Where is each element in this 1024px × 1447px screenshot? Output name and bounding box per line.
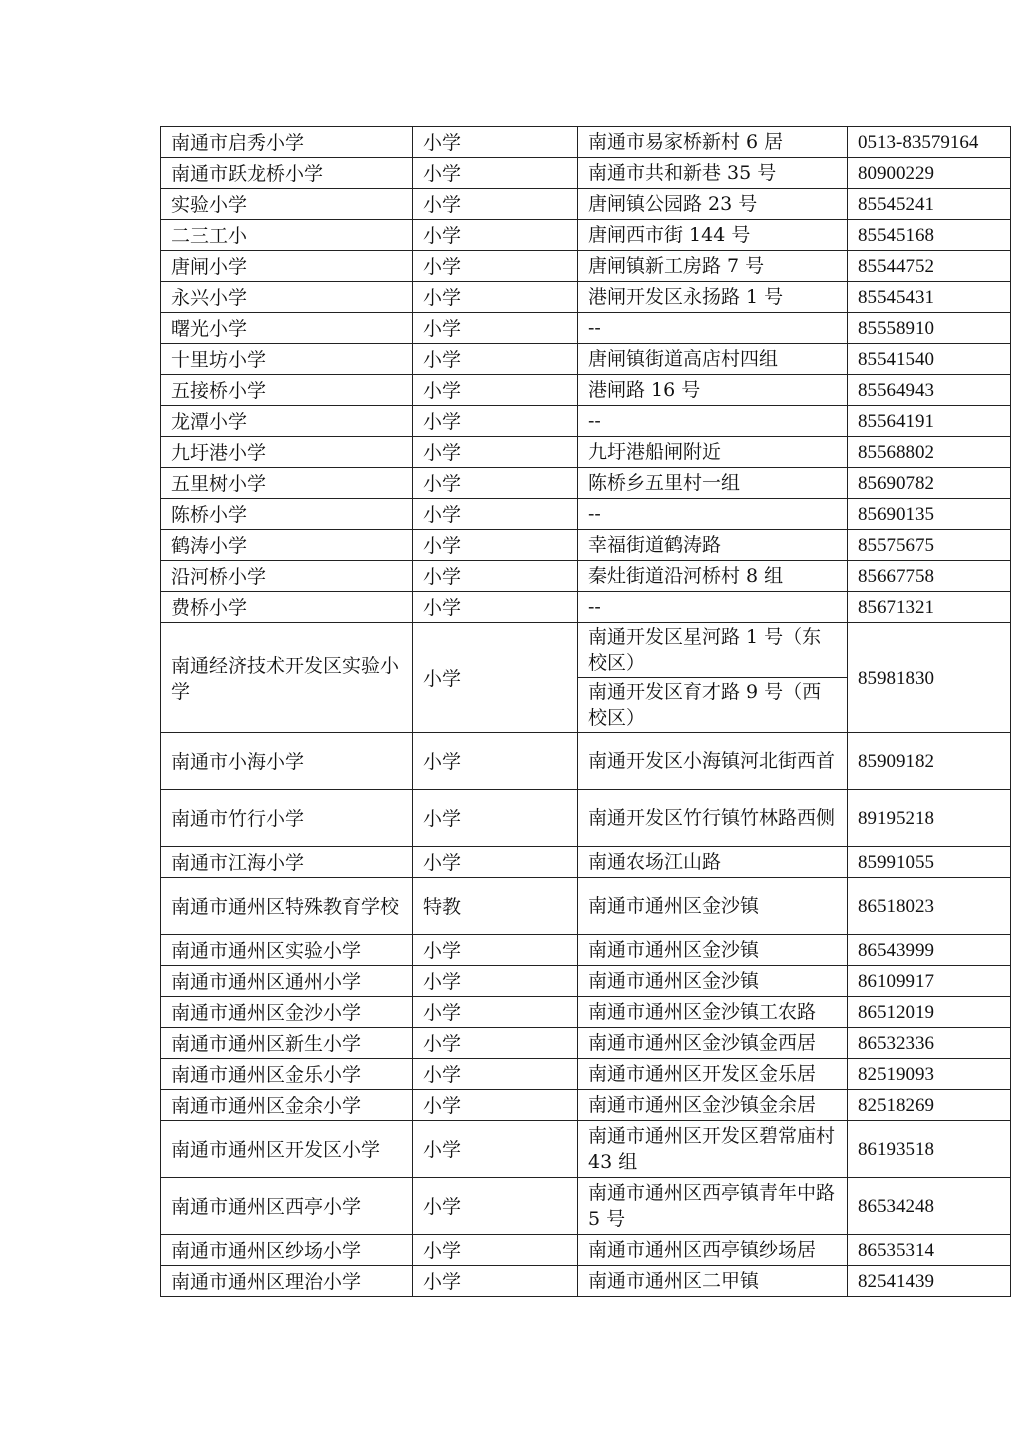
school-name-cell: 二三工小: [161, 220, 413, 251]
school-name-cell: 陈桥小学: [161, 499, 413, 530]
address-cell: [578, 561, 848, 592]
address-line: 南通开发区育才路 9 号（西校区）: [578, 677, 847, 732]
phone-cell: 89195218: [848, 790, 1011, 847]
address-cell: [578, 790, 848, 847]
school-name-cell: 费桥小学: [161, 592, 413, 623]
address-cell: [578, 1028, 848, 1059]
table-body: [161, 127, 1011, 1297]
phone-cell: 86193518: [848, 1121, 1011, 1178]
address-cell: [578, 437, 848, 468]
phone-cell: 86543999: [848, 935, 1011, 966]
school-name-cell: 南通市竹行小学: [161, 790, 413, 847]
address-cell: [578, 282, 848, 313]
school-type-cell: 小学: [413, 530, 578, 561]
table-row: [161, 468, 1011, 499]
phone-cell: 85564943: [848, 375, 1011, 406]
table-row: [161, 158, 1011, 189]
address-cell: [578, 997, 848, 1028]
phone-cell: 86532336: [848, 1028, 1011, 1059]
address-cell: [578, 935, 848, 966]
school-name-cell: 龙潭小学: [161, 406, 413, 437]
address-cell: [578, 847, 848, 878]
school-name-cell: 永兴小学: [161, 282, 413, 313]
address-cell: [578, 344, 848, 375]
school-type-cell: 小学: [413, 375, 578, 406]
address-line: 南通市通州区金沙镇金余居: [588, 1094, 817, 1116]
table-row: [161, 561, 1011, 592]
school-type-cell: 小学: [413, 1059, 578, 1090]
school-name-cell: 南通市小海小学: [161, 733, 413, 790]
address-line: --: [588, 317, 601, 339]
school-type-cell: 小学: [413, 1028, 578, 1059]
address-cell: [578, 251, 848, 282]
address-cell: [578, 189, 848, 220]
school-type-cell: 小学: [413, 220, 578, 251]
school-type-cell: 小学: [413, 158, 578, 189]
phone-cell: 85564191: [848, 406, 1011, 437]
school-name-cell: 南通市通州区金乐小学: [161, 1059, 413, 1090]
address-cell: [578, 1090, 848, 1121]
address-line: --: [588, 410, 601, 432]
table-row: [161, 499, 1011, 530]
address-line: 南通市通州区金沙镇工农路: [588, 1001, 817, 1023]
school-type-cell: 小学: [413, 127, 578, 158]
school-type-cell: 小学: [413, 1090, 578, 1121]
phone-cell: 85991055: [848, 847, 1011, 878]
table-row: [161, 375, 1011, 406]
school-name-cell: 沿河桥小学: [161, 561, 413, 592]
school-type-cell: 小学: [413, 997, 578, 1028]
address-line: --: [588, 503, 601, 525]
address-line: 南通市通州区二甲镇: [588, 1270, 760, 1292]
address-line: 南通开发区竹行镇竹林路西侧: [588, 807, 836, 829]
address-cell: [578, 468, 848, 499]
school-name-cell: 唐闸小学: [161, 251, 413, 282]
address-line: 南通市通州区金沙镇: [588, 895, 760, 917]
table-row: [161, 997, 1011, 1028]
address-cell: [578, 220, 848, 251]
table-row: [161, 966, 1011, 997]
school-type-cell: 小学: [413, 935, 578, 966]
table-row: [161, 530, 1011, 561]
table-row: [161, 878, 1011, 935]
phone-cell: 82518269: [848, 1090, 1011, 1121]
table-row: [161, 344, 1011, 375]
address-line: 南通市通州区西亭镇纱场居: [588, 1239, 817, 1261]
phone-cell: 0513-83579164: [848, 127, 1011, 158]
phone-cell: 85558910: [848, 313, 1011, 344]
phone-cell: 80900229: [848, 158, 1011, 189]
address-line: 南通开发区小海镇河北街西首: [588, 750, 836, 772]
address-line: 唐闸西市街 144 号: [588, 224, 751, 246]
table-row: [161, 790, 1011, 847]
address-cell: [578, 1266, 848, 1297]
school-name-cell: 南通市通州区理治小学: [161, 1266, 413, 1297]
address-cell: [578, 623, 848, 733]
address-line: 南通市通州区开发区金乐居: [588, 1063, 817, 1085]
table-row: [161, 592, 1011, 623]
school-type-cell: 小学: [413, 592, 578, 623]
school-type-cell: 小学: [413, 344, 578, 375]
table-row: [161, 282, 1011, 313]
table-row: [161, 313, 1011, 344]
table-row: [161, 127, 1011, 158]
school-name-cell: 南通市通州区金余小学: [161, 1090, 413, 1121]
address-cell: [578, 1178, 848, 1235]
table-row: [161, 847, 1011, 878]
school-name-cell: 南通市通州区开发区小学: [161, 1121, 413, 1178]
address-cell: [578, 406, 848, 437]
table-row: [161, 437, 1011, 468]
address-line: 南通市易家桥新村 6 居: [588, 131, 784, 153]
school-name-cell: 曙光小学: [161, 313, 413, 344]
school-name-cell: 南通市通州区新生小学: [161, 1028, 413, 1059]
school-type-cell: 小学: [413, 847, 578, 878]
table-row: [161, 1235, 1011, 1266]
phone-cell: 85981830: [848, 623, 1011, 733]
school-name-cell: 南通市通州区金沙小学: [161, 997, 413, 1028]
table-row: [161, 220, 1011, 251]
address-line: 唐闸镇街道高店村四组: [588, 348, 779, 370]
address-line: 南通农场江山路: [588, 851, 722, 873]
address-cell: [578, 1235, 848, 1266]
school-type-cell: 小学: [413, 406, 578, 437]
phone-cell: 82519093: [848, 1059, 1011, 1090]
address-cell: [578, 499, 848, 530]
school-type-cell: 小学: [413, 499, 578, 530]
phone-cell: 85545241: [848, 189, 1011, 220]
phone-cell: 85545168: [848, 220, 1011, 251]
address-line: 南通市通州区金沙镇金西居: [588, 1032, 817, 1054]
table-row: [161, 1028, 1011, 1059]
address-cell: [578, 1059, 848, 1090]
phone-cell: 85909182: [848, 733, 1011, 790]
address-line: 唐闸镇新工房路 7 号: [588, 255, 765, 277]
address-cell: [578, 313, 848, 344]
address-line: 南通市通州区开发区碧常庙村 43 组: [588, 1125, 836, 1173]
address-cell: [578, 158, 848, 189]
phone-cell: 86535314: [848, 1235, 1011, 1266]
phone-cell: 85667758: [848, 561, 1011, 592]
table-row: [161, 623, 1011, 733]
school-type-cell: 小学: [413, 1178, 578, 1235]
school-type-cell: 小学: [413, 437, 578, 468]
school-name-cell: 五里树小学: [161, 468, 413, 499]
school-name-cell: 南通市通州区通州小学: [161, 966, 413, 997]
school-directory: [160, 126, 1010, 1297]
school-name-cell: 南通市江海小学: [161, 847, 413, 878]
school-name-cell: 南通市启秀小学: [161, 127, 413, 158]
school-name-cell: 五接桥小学: [161, 375, 413, 406]
phone-cell: 85690782: [848, 468, 1011, 499]
school-name-cell: 南通市通州区西亭小学: [161, 1178, 413, 1235]
address-line: 港闸路 16 号: [588, 379, 701, 401]
phone-cell: 85575675: [848, 530, 1011, 561]
address-line: 南通市通州区金沙镇: [588, 939, 760, 961]
phone-cell: 85544752: [848, 251, 1011, 282]
phone-cell: 86512019: [848, 997, 1011, 1028]
address-line: 陈桥乡五里村一组: [588, 472, 741, 494]
school-type-cell: 小学: [413, 623, 578, 733]
address-cell: [578, 733, 848, 790]
address-line: 唐闸镇公园路 23 号: [588, 193, 758, 215]
school-name-cell: 九圩港小学: [161, 437, 413, 468]
address-cell: [578, 375, 848, 406]
table-row: [161, 1090, 1011, 1121]
school-type-cell: 小学: [413, 189, 578, 220]
table-row: [161, 406, 1011, 437]
school-type-cell: 小学: [413, 251, 578, 282]
address-line: 南通市通州区金沙镇: [588, 970, 760, 992]
school-name-cell: 南通市通州区实验小学: [161, 935, 413, 966]
phone-cell: 85545431: [848, 282, 1011, 313]
table-row: [161, 935, 1011, 966]
school-type-cell: 小学: [413, 1266, 578, 1297]
table-row: [161, 1178, 1011, 1235]
school-name-cell: 南通市通州区纱场小学: [161, 1235, 413, 1266]
address-cell: [578, 1121, 848, 1178]
school-type-cell: 小学: [413, 733, 578, 790]
school-type-cell: 小学: [413, 313, 578, 344]
school-table: [160, 126, 1011, 1297]
phone-cell: 85541540: [848, 344, 1011, 375]
school-type-cell: 小学: [413, 561, 578, 592]
address-line: 南通开发区星河路 1 号（东校区）: [588, 626, 822, 674]
address-line: 港闸开发区永扬路 1 号: [588, 286, 784, 308]
phone-cell: 85690135: [848, 499, 1011, 530]
phone-cell: 86109917: [848, 966, 1011, 997]
table-row: [161, 1266, 1011, 1297]
school-name-cell: 南通市通州区特殊教育学校: [161, 878, 413, 935]
address-line: 南通市共和新巷 35 号: [588, 162, 777, 184]
address-cell: [578, 592, 848, 623]
address-cell: [578, 878, 848, 935]
address-cell: [578, 530, 848, 561]
address-line: 秦灶街道沿河桥村 8 组: [588, 565, 784, 587]
school-type-cell: 小学: [413, 282, 578, 313]
school-type-cell: 小学: [413, 468, 578, 499]
school-name-cell: 实验小学: [161, 189, 413, 220]
address-line: --: [588, 596, 601, 618]
table-row: [161, 1121, 1011, 1178]
school-type-cell: 特教: [413, 878, 578, 935]
address-line: 南通市通州区西亭镇青年中路 5 号: [588, 1182, 836, 1230]
school-type-cell: 小学: [413, 790, 578, 847]
school-name-cell: 十里坊小学: [161, 344, 413, 375]
address-cell: [578, 966, 848, 997]
table-row: [161, 251, 1011, 282]
address-line: 九圩港船闸附近: [588, 441, 722, 463]
school-name-cell: 南通经济技术开发区实验小学: [161, 623, 413, 733]
school-name-cell: 南通市跃龙桥小学: [161, 158, 413, 189]
phone-cell: 86534248: [848, 1178, 1011, 1235]
phone-cell: 82541439: [848, 1266, 1011, 1297]
phone-cell: 86518023: [848, 878, 1011, 935]
table-row: [161, 189, 1011, 220]
address-line: 幸福街道鹤涛路: [588, 534, 722, 556]
table-row: [161, 1059, 1011, 1090]
school-type-cell: 小学: [413, 1121, 578, 1178]
table-row: [161, 733, 1011, 790]
school-type-cell: 小学: [413, 1235, 578, 1266]
school-type-cell: 小学: [413, 966, 578, 997]
phone-cell: 85568802: [848, 437, 1011, 468]
school-name-cell: 鹤涛小学: [161, 530, 413, 561]
address-cell: [578, 127, 848, 158]
phone-cell: 85671321: [848, 592, 1011, 623]
